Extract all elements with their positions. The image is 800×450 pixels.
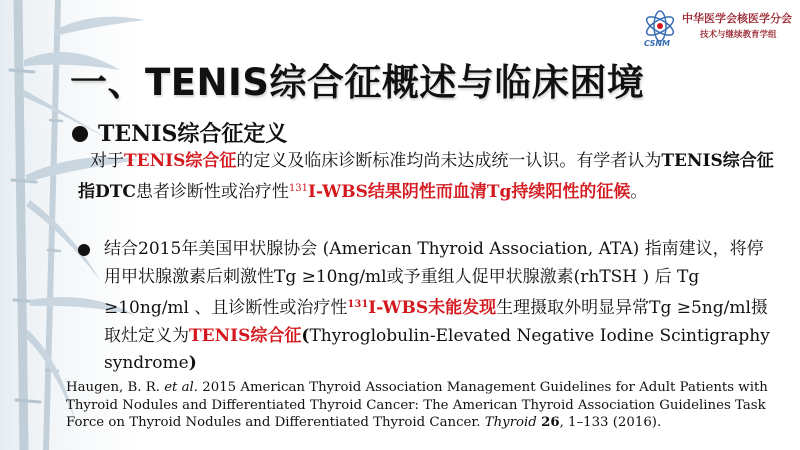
para-bold: TENIS综合征指DTC [78,151,774,202]
para-text: 患者诊断性或治疗性 [135,182,289,202]
criteria-highlight: TENIS综合征 [189,325,302,346]
logo [642,6,792,52]
para-highlight: I-WBS [308,182,368,202]
definition-paragraph [78,148,778,206]
criteria-bullet [78,236,778,378]
ref-authors: Haugen, B. R. [66,380,165,395]
criteria-superscript: 131 [347,299,369,310]
section-heading-text: TENIS综合征定义 [98,121,288,147]
criteria-segment: Thyroglobulin-Elevated Negative Iodine Scintigraphy syndrome [104,325,770,373]
logo-org-subname: 技术与继续教育学组 [700,30,777,40]
section-heading [72,117,287,148]
slide-title: 一、TENIS综合征概述与临床困境 [70,61,645,104]
para-highlight: 持续阳性的征候 [511,182,631,202]
logo-org-name: 中华医学会核医学分会 [682,12,792,25]
ref-volume: 26 [541,415,560,430]
para-superscript: 131 [288,183,309,194]
logo-mark-text: CSNM [644,39,671,48]
criteria-bold: ) [188,353,197,373]
ref-etal: et al. [164,380,199,395]
ref-pages: , 1–133 (2016). [559,415,662,430]
criteria-highlight: 未能发现 [428,298,497,318]
criteria-highlight: I-WBS [368,298,429,318]
reference-citation [66,379,776,432]
ref-title: 2015 American Thyroid Association Management Guidelines for Adult Patients with Thyroid Nodules and Differentiated Thyroid Cancer: The American Thyroid Association Guidelines Task Force on Thyroid Nodules and Differentiated Thyroid Cancer. [66,380,768,430]
criteria-text [104,236,778,378]
para-highlight: Tg [486,182,512,202]
bullet-icon [78,244,90,256]
criteria-segment: 生理摄取外明显异常Tg ≥5ng/ml摄取灶定义为 [104,298,768,346]
ref-journal: Thyroid [484,415,537,430]
para-text: 的定义及临床诊断标准均尚未达成统一认识。有学者认为 [236,151,662,171]
criteria-bold: ( [301,325,310,346]
para-text: 。 [630,182,648,202]
atom-logo-icon [642,8,682,48]
criteria-segment: 结合2015年美国甲状腺协会 (American Thyroid Association, ATA) 指南建议，将停用甲状腺激素后刺激性Tg ≥10ng/ml或予重组人促甲状腺激素(rhTSH ) 后 Tg ≥10ng/ml 、且诊断性或治疗性 [104,239,764,318]
para-text: 对于 [90,151,124,171]
para-highlight: 结果阴性而血清 [367,182,487,202]
para-highlight: TENIS综合征 [124,151,237,171]
bullet-icon [72,126,88,142]
